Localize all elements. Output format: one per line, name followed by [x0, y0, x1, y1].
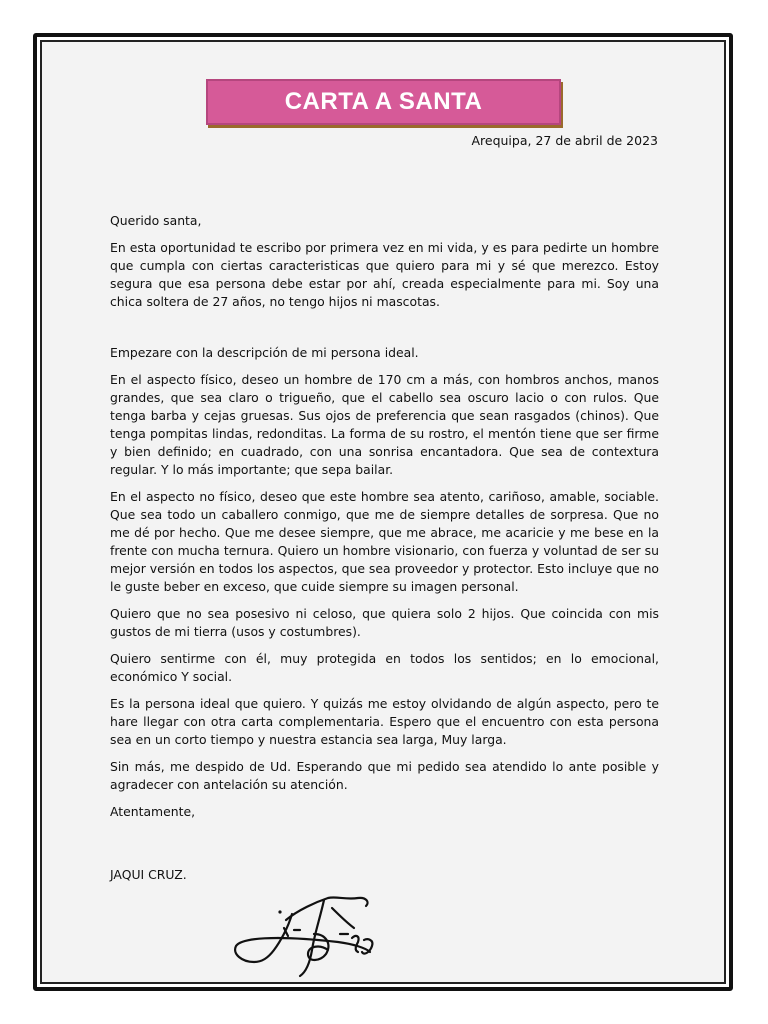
handwritten-signature [228, 890, 388, 980]
signer-name: JAQUI CRUZ. [110, 867, 187, 882]
paragraph-ideal: Es la persona ideal que quiero. Y quizás me estoy olvidando de algún aspecto, pero te hare llegar con otra carta complementaria. Espero que el encuentro con esta persona sea en un corto tiempo y nuestra estancia sea larga, Muy larga. [110, 696, 659, 747]
letter-date: Arequipa, 27 de abril de 2023 [471, 133, 658, 148]
paragraph-protection: Quiero sentirme con él, muy protegida en todos los sentidos; en lo emocional, económico Y social. [110, 651, 659, 684]
paragraph-description-intro: Empezare con la descripción de mi persona ideal. [110, 345, 419, 360]
paragraph-jealousy: Quiero que no sea posesivo ni celoso, que quiera solo 2 hijos. Que coincida con mis gustos de mi tierra (usos y costumbres). [110, 606, 659, 639]
paragraph-physical: En el aspecto físico, deseo un hombre de 170 cm a más, con hombros anchos, manos grandes, que sea claro o trigueño, que el cabello sea oscuro lacio o con rulos. Que tenga barba y cejas gruesas. Sus ojos de preferencia que sean rasgados (chinos). Que tenga pompitas lindas, redonditas. La forma de su rostro, el mentón tiene que ser firme y bien definido; en cuadrado, con una sonrisa encantadora. Que sea de contextura regular. Y lo más importante; que sepa bailar. [110, 372, 659, 477]
paragraph-farewell: Sin más, me despido de Ud. Esperando que mi pedido sea atendido lo ante posible y agradecer con antelación su atención. [110, 759, 659, 792]
letter-title: CARTA A SANTA [284, 88, 483, 115]
paragraph-non-physical: En el aspecto no físico, deseo que este hombre sea atento, cariñoso, amable, sociable. Que sea todo un caballero conmigo, que me de siempre detalles de sorpresa. Que no me dé por hecho. Que me desee siempre, que me abrace, me acaricie y me bese en la frente con mucha ternura. Quiero un hombre visionario, con fuerza y voluntad de ser su mejor versión en todos los aspectos, que sea proveedor y protector. Esto incluye que no le guste beber en exceso, que cuide siempre su imagen personal. [110, 489, 659, 594]
letter-body [110, 212, 659, 821]
title-banner [206, 79, 561, 125]
paragraph-intro: En esta oportunidad te escribo por primera vez en mi vida, y es para pedirte un hombre que cumpla con ciertas caracteristicas que quiero para mi y sé que merezco. Estoy segura que esa persona debe estar por ahí, creada especialmente para mi. Soy una chica soltera de 27 años, no tengo hijos ni mascotas. [110, 240, 659, 309]
greeting: Querido santa, [110, 213, 202, 228]
closing: Atentamente, [110, 804, 196, 819]
